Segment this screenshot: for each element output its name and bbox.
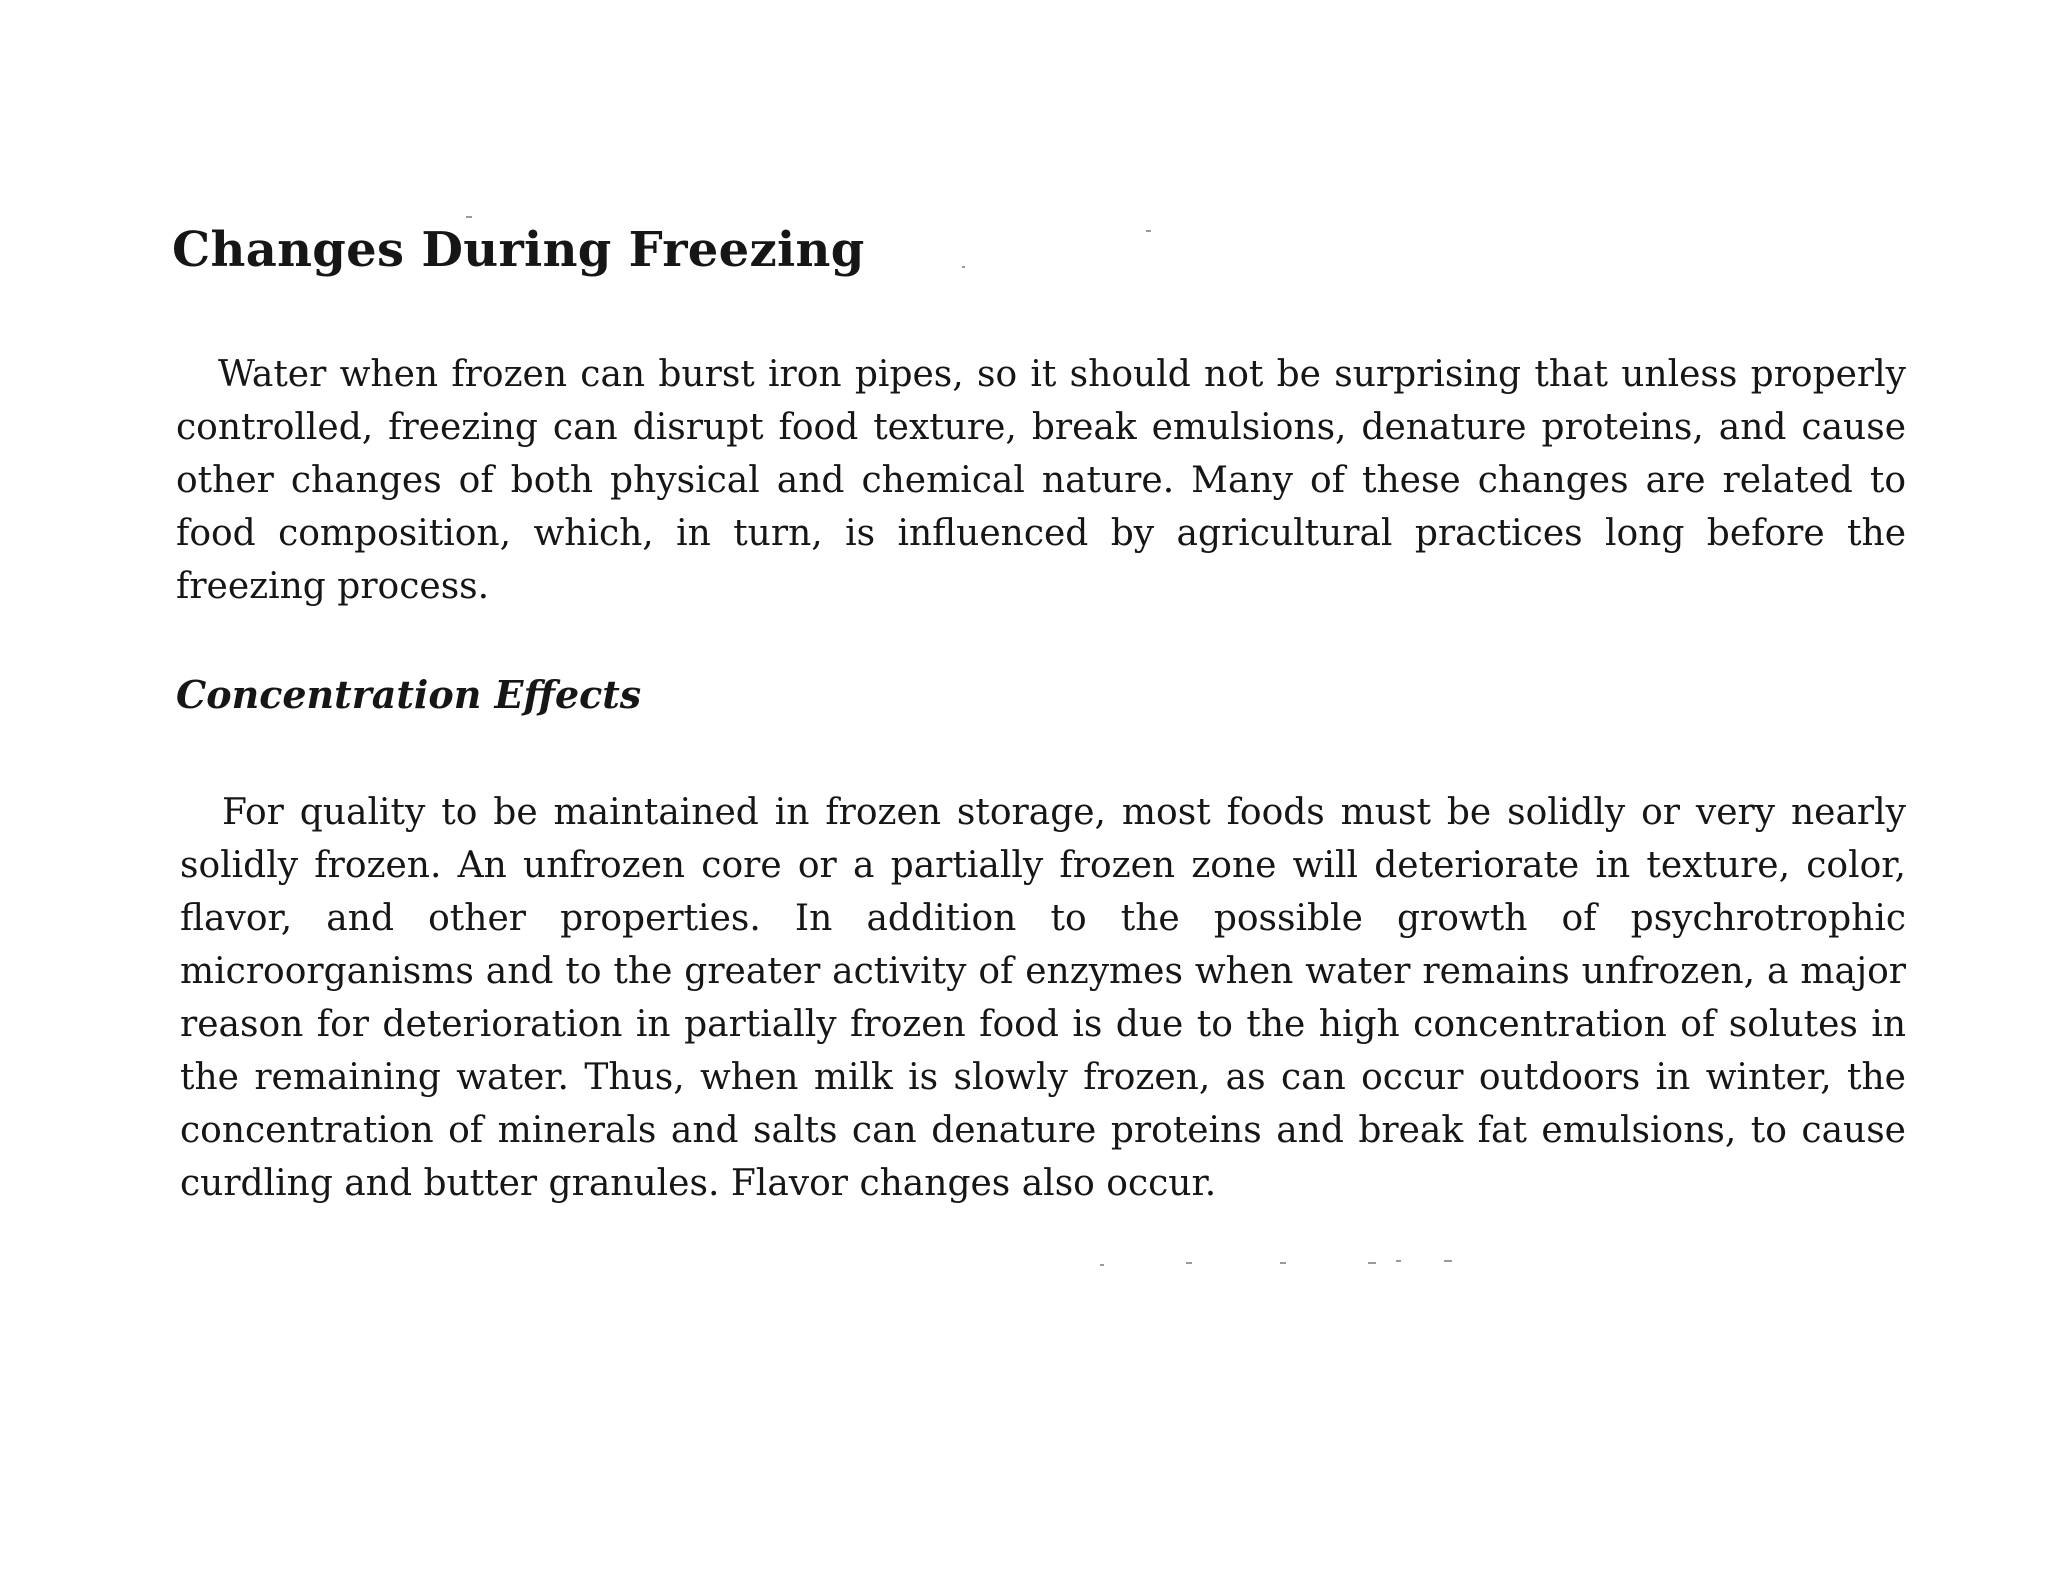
scan-speck	[1186, 1262, 1192, 1264]
scan-speck	[1146, 230, 1151, 232]
scan-speck	[466, 216, 472, 218]
scan-speck	[1280, 1262, 1286, 1264]
scan-speck	[1396, 1260, 1401, 1262]
paragraph-2: For quality to be maintained in frozen storage, most foods must be solidly or very nearly solidly frozen. An unfrozen core or a partially frozen zone will deteriorate in texture, color, flavor, and other properties. In addition to the possible growth of psychrotrophic microorganisms and to the greater activity of enzymes when water remains unfrozen, a major reason for deterioration in partially frozen food is due to the high concentration of solutes in the remaining water. Thus, when milk is slowly frozen, as can occur outdoors in winter, the concentration of minerals and salts can denature proteins and break fat emulsions, to cause curdling and butter granules. Flavor changes also occur.	[180, 792, 1906, 1204]
paragraph-1: Water when frozen can burst iron pipes, so it should not be surprising that unless properly controlled, freezing can disrupt food texture, break emulsions, denature proteins, and cause other changes of both physical and chemical nature. Many of these changes are related to food composition, which, in turn, is influenced by agricultural practices long before the freezing process.	[176, 354, 1906, 607]
section-title: Changes During Freezing	[172, 222, 865, 278]
scan-speck	[1100, 1264, 1104, 1266]
subsection-title: Concentration Effects	[176, 672, 642, 717]
scan-speck	[1368, 1262, 1376, 1264]
scan-speck	[1444, 1260, 1452, 1262]
scan-speck	[962, 266, 965, 268]
